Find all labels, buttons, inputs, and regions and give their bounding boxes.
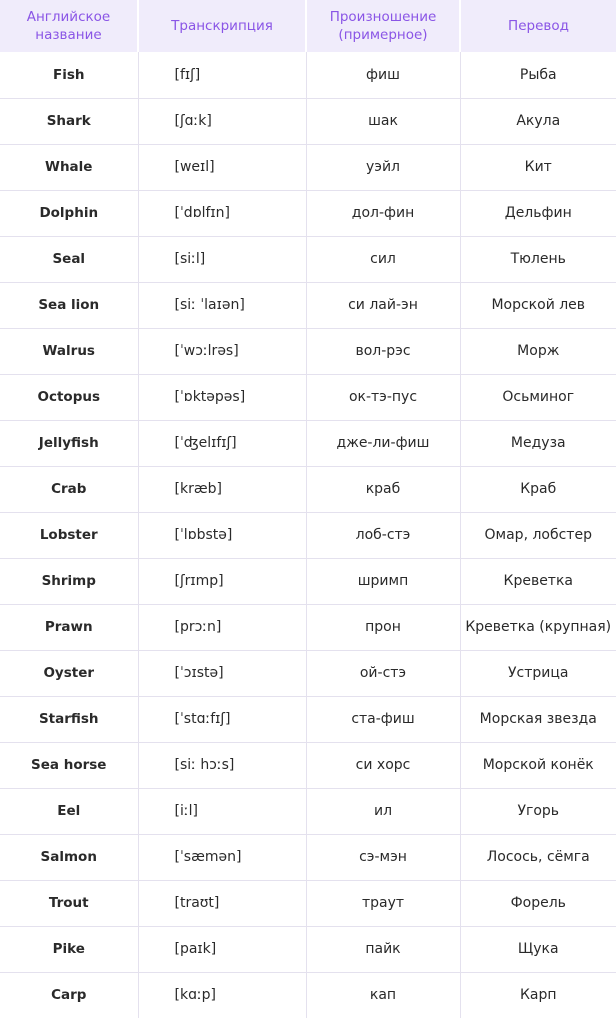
translation-cell: Форель (460, 880, 616, 926)
pronunciation-cell: краб (306, 466, 460, 512)
transcription-cell: [ˈwɔːlrəs] (138, 328, 306, 374)
pronunciation-cell: ой-стэ (306, 650, 460, 696)
english-cell: Seal (0, 236, 138, 282)
pronunciation-cell: уэйл (306, 144, 460, 190)
table-row (0, 742, 616, 788)
pronunciation-cell: вол-рэс (306, 328, 460, 374)
table-row (0, 696, 616, 742)
translation-cell: Морской конёк (460, 742, 616, 788)
translation-cell: Устрица (460, 650, 616, 696)
transcription-cell: [ˈstɑːfɪʃ] (138, 696, 306, 742)
english-cell: Dolphin (0, 190, 138, 236)
pronunciation-cell: прон (306, 604, 460, 650)
translation-cell: Угорь (460, 788, 616, 834)
translation-cell: Осьминог (460, 374, 616, 420)
table-row (0, 466, 616, 512)
english-cell: Trout (0, 880, 138, 926)
translation-cell: Медуза (460, 420, 616, 466)
pronunciation-cell: пайк (306, 926, 460, 972)
pronunciation-cell: лоб-стэ (306, 512, 460, 558)
english-cell: Walrus (0, 328, 138, 374)
translation-cell: Кит (460, 144, 616, 190)
english-cell: Shrimp (0, 558, 138, 604)
translation-cell: Краб (460, 466, 616, 512)
english-cell: Whale (0, 144, 138, 190)
transcription-cell: [kræb] (138, 466, 306, 512)
translation-cell: Карп (519, 987, 557, 1004)
english-cell: Sea lion (0, 282, 138, 328)
table-row (0, 374, 616, 420)
english-cell: Octopus (0, 374, 138, 420)
table-row (0, 880, 616, 926)
translation-cell: Акула (460, 98, 616, 144)
transcription-cell: [ʃɑːk] (138, 98, 306, 144)
header-pronunciation: Произношение (примерное) (306, 0, 460, 52)
english-cell: Jellyfish (0, 420, 138, 466)
table-row (0, 604, 616, 650)
english-cell: Salmon (0, 834, 138, 880)
transcription-cell: [ʃrɪmp] (138, 558, 306, 604)
translation-cell: Креветка (крупная) (460, 604, 616, 650)
transcription-cell: [ˈsæmən] (138, 834, 306, 880)
english-cell: Sea horse (0, 742, 138, 788)
header-translation: Перевод (460, 0, 616, 52)
transcription-cell: [ˈɔɪstə] (138, 650, 306, 696)
table-row (0, 650, 616, 696)
english-cell: Oyster (0, 650, 138, 696)
table-row (0, 926, 616, 972)
pronunciation-cell: шримп (306, 558, 460, 604)
table-body (0, 52, 616, 1018)
translation-cell: Креветка (460, 558, 616, 604)
english-cell: Crab (0, 466, 138, 512)
table-row (0, 190, 616, 236)
transcription-cell: [ˈdɒlfɪn] (138, 190, 306, 236)
transcription-cell: [traʊt] (138, 880, 306, 926)
translation-cell: Морж (460, 328, 616, 374)
table-row (0, 512, 616, 558)
pronunciation-cell: фиш (306, 52, 460, 98)
transcription-cell: [siːl] (138, 236, 306, 282)
english-cell: Eel (0, 788, 138, 834)
translation-cell: Морской лев (460, 282, 616, 328)
translation-cell: Рыба (460, 52, 616, 98)
table-row (0, 420, 616, 466)
transcription-cell: [paɪk] (138, 926, 306, 972)
transcription-cell: [fɪʃ] (138, 52, 306, 98)
header-row (0, 0, 616, 52)
transcription-cell: [ˈʤelɪfɪʃ] (138, 420, 306, 466)
translation-cell: Морская звезда (460, 696, 616, 742)
pronunciation-cell: ста-фиш (306, 696, 460, 742)
header-english: Английское название (0, 0, 138, 52)
transcription-cell: [kɑːp] (138, 972, 306, 1018)
pronunciation-cell: си лай-эн (306, 282, 460, 328)
table-header (0, 0, 616, 52)
table-row (0, 788, 616, 834)
table-row (0, 328, 616, 374)
transcription-cell: [prɔːn] (138, 604, 306, 650)
english-cell: Starfish (0, 696, 138, 742)
table-row (0, 834, 616, 880)
pronunciation-cell: дже-ли-фиш (306, 420, 460, 466)
pronunciation-cell: сэ-мэн (306, 834, 460, 880)
english-cell: Fish (0, 52, 138, 98)
pronunciation-cell: ок-тэ-пус (306, 374, 460, 420)
transcription-cell: [iːl] (138, 788, 306, 834)
transcription-cell: [weɪl] (138, 144, 306, 190)
table-row (0, 558, 616, 604)
english-cell: Lobster (0, 512, 138, 558)
table-row (0, 236, 616, 282)
pronunciation-cell: траут (306, 880, 460, 926)
translation-cell: Дельфин (460, 190, 616, 236)
table-row (0, 98, 616, 144)
english-cell: Carp (0, 972, 138, 1018)
transcription-cell: [siː hɔːs] (138, 742, 306, 788)
table-row (0, 144, 616, 190)
english-cell: Shark (0, 98, 138, 144)
table-row (0, 282, 616, 328)
english-cell: Pike (0, 926, 138, 972)
table-row (0, 972, 616, 1018)
transcription-cell: [ˈlɒbstə] (138, 512, 306, 558)
translation-cell: Тюлень (460, 236, 616, 282)
transcription-cell: [siː ˈlaɪən] (138, 282, 306, 328)
pronunciation-cell: дол-фин (306, 190, 460, 236)
pronunciation-cell: ил (306, 788, 460, 834)
table-row (0, 52, 616, 98)
header-transcription: Транскрипция (138, 0, 306, 52)
translation-cell: Щука (460, 926, 616, 972)
pronunciation-cell: шак (306, 98, 460, 144)
pronunciation-cell: си хорс (306, 742, 460, 788)
transcription-cell: [ˈɒktəpəs] (138, 374, 306, 420)
pronunciation-cell: кап (306, 972, 460, 1018)
english-cell: Prawn (0, 604, 138, 650)
translation-cell: Омар, лобстер (460, 512, 616, 558)
pronunciation-cell: сил (306, 236, 460, 282)
translation-cell: Лосось, сёмга (460, 834, 616, 880)
